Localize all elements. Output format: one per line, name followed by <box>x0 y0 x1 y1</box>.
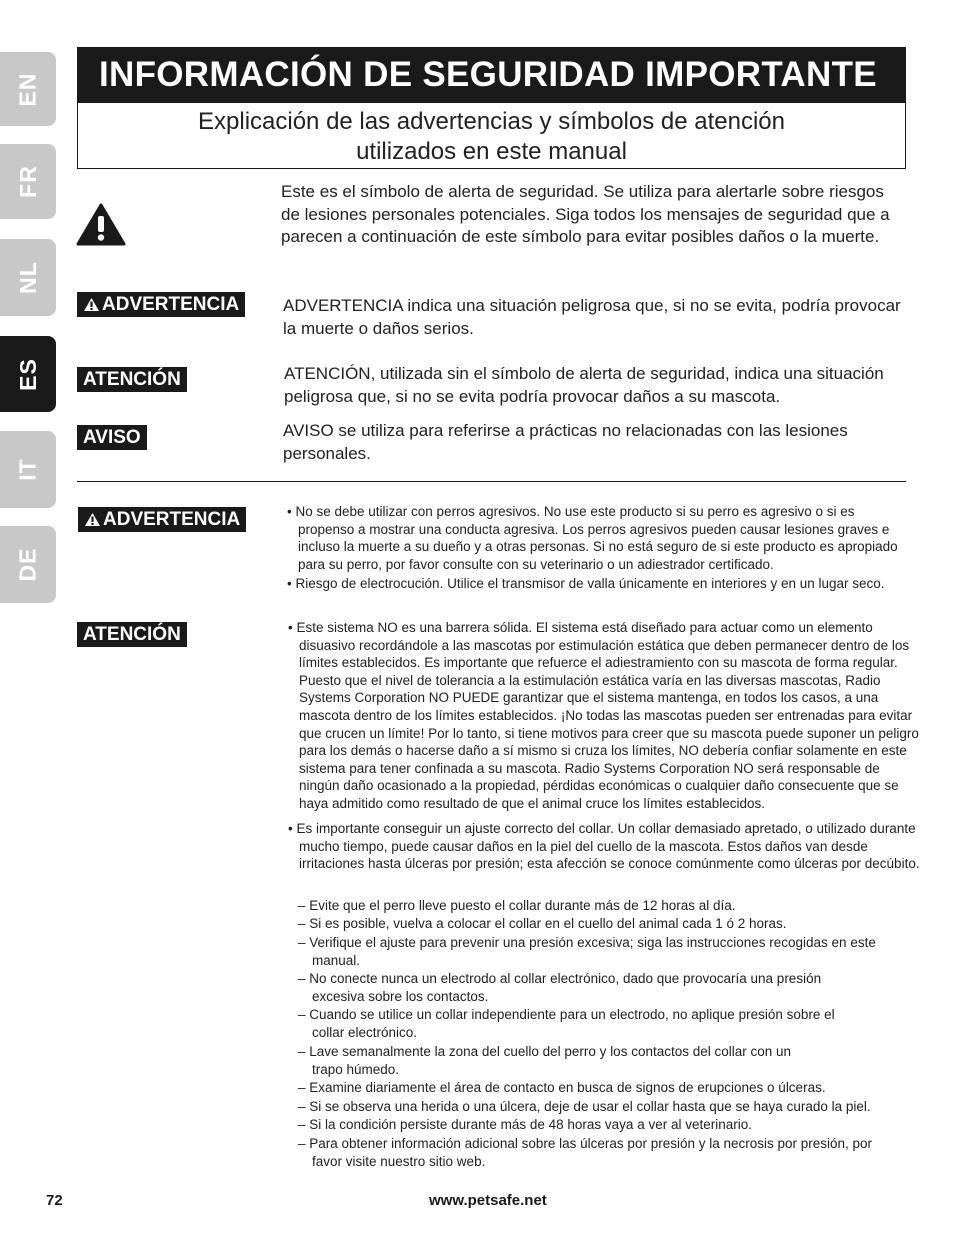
list-item: – Si la condición persiste durante más de 48 horas vaya a ver al veterinario. <box>298 1117 752 1132</box>
list-item: – Para obtener información adicional sobre las úlceras por presión y la necrosis por presión, por favor visite nuestro sitio web. <box>298 1136 873 1170</box>
lang-tab-de[interactable]: DE <box>0 526 56 603</box>
alert-symbol-text: Este es el símbolo de alerta de seguridad. Se utiliza para alertarle sobre riesgos de lesiones personales potenciales. Siga todos los mensajes de seguridad que a parecen a continuación de este símbolo para evitar posibles daños o la muerte. <box>281 182 890 246</box>
atencion-section-label: ATENCIÓN <box>77 622 187 647</box>
list-item: – Si es posible, vuelva a colocar el collar en el cuello del animal cada 1 ó 2 horas. <box>298 916 787 931</box>
page-number: 72 <box>46 1192 63 1209</box>
list-item: – Si se observa una herida o una úlcera, deje de usar el collar hasta que se haya curado la piel. <box>298 1099 871 1114</box>
footer-url[interactable]: www.petsafe.net <box>429 1192 547 1209</box>
list-item: – Lave semanalmente la zona del cuello del perro y los contactos del collar con un trapo húmedo. <box>298 1044 792 1078</box>
lang-tab-fr[interactable]: FR <box>0 144 56 219</box>
list-item: – Evite que el perro lleve puesto el collar durante más de 12 horas al día. <box>298 898 736 913</box>
list-item: • Riesgo de electrocución. Utilice el transmisor de valla únicamente en interiores y en un lugar seco. <box>287 576 885 591</box>
advertencia-section-label: ADVERTENCIA <box>78 507 246 532</box>
list-item: • No se debe utilizar con perros agresivos. No use este producto si su perro es agresivo o si es propenso a mostrar una conducta agresiva. Los perros agresivos pueden causar lesiones graves e incluso la muerte a su dueño y a otras personas. Si no está seguro de si este producto es apropiado para su perro, por favor consulte con su veterinario o un adiestrador certificado. <box>287 504 898 572</box>
section-divider <box>77 481 906 482</box>
list-item: • Es importante conseguir un ajuste correcto del collar. Un collar demasiado apretado, o utilizado durante mucho tiempo, puede causar daños en la piel del cuello de la mascota. Estos daños van desde irritaciones hasta úlceras por presión; esta afección se conoce comúnmente como úlceras por decúbito. <box>288 821 920 872</box>
page-subtitle: Explicación de las advertencias y símbolos de atención utilizados en este manual <box>77 103 906 169</box>
list-item: • Este sistema NO es una barrera sólida. El sistema está diseñado para actuar como un elemento disuasivo recordándole a las mascotas por estimulación estática que deben permanecer dentro de los límites establecidos. Es importante que refuerce el adiestramiento con su mascota de forma regular. Puesto que el nivel de tolerancia a la estimulación estática varía en las diversas mascotas, Radio Systems Corporation NO PUEDE garantizar que el sistema mantenga, en todos los casos, a una mascota dentro de los límites establecidos. ¡No todas las mascotas pueden ser entrenadas para evitar que crucen un límite! Por lo tanto, si tiene motivos para creer que su mascota puede suponer un peligro para los demás o hacerse daño a sí mismo si cruza los límites, NO debería confiar solamente en este sistema para tener confinada a su mascota. Radio Systems Corporation NO será responsable de ningún daño ocasionado a la propiedad, pérdidas económicas o cualquier daño consecuente que se haya admitido como resultado de que el animal cruce los límites establecidos. <box>288 620 919 811</box>
lang-tab-en[interactable]: EN <box>0 52 56 126</box>
lang-tab-it[interactable]: IT <box>0 431 56 508</box>
warning-triangle-icon <box>76 203 126 251</box>
atencion-label: ATENCIÓN <box>77 367 187 392</box>
atencion-text: ATENCIÓN, utilizada sin el símbolo de alerta de seguridad, indica una situación peligrosa que, si no se evita podría provocar daños a su mascota. <box>284 364 884 406</box>
page-title: INFORMACIÓN DE SEGURIDAD IMPORTANTE <box>77 47 906 103</box>
lang-tab-es[interactable]: ES <box>0 336 56 412</box>
warning-triangle-icon <box>84 512 101 527</box>
list-item: – Examine diariamente el área de contacto en busca de signos de erupciones o úlceras. <box>298 1080 826 1095</box>
aviso-text: AVISO se utiliza para referirse a prácticas no relacionadas con las lesiones personales. <box>283 421 848 463</box>
aviso-label: AVISO <box>77 425 147 450</box>
lang-tab-nl[interactable]: NL <box>0 239 56 316</box>
list-item: – Verifique el ajuste para prevenir una presión excesiva; siga las instrucciones recogidas en este manual. <box>298 935 876 969</box>
advertencia-label: ADVERTENCIA <box>77 292 245 317</box>
warning-triangle-icon <box>83 297 100 312</box>
list-item: – No conecte nunca un electrodo al collar electrónico, dado que provocaría una presión excesiva sobre los contactos. <box>298 971 822 1005</box>
list-item: – Cuando se utilice un collar independiente para un electrodo, no aplique presión sobre el collar electrónico. <box>298 1007 835 1041</box>
advertencia-text: ADVERTENCIA indica una situación peligrosa que, si no se evita, podría provocar la muerte o daños serios. <box>283 296 901 338</box>
